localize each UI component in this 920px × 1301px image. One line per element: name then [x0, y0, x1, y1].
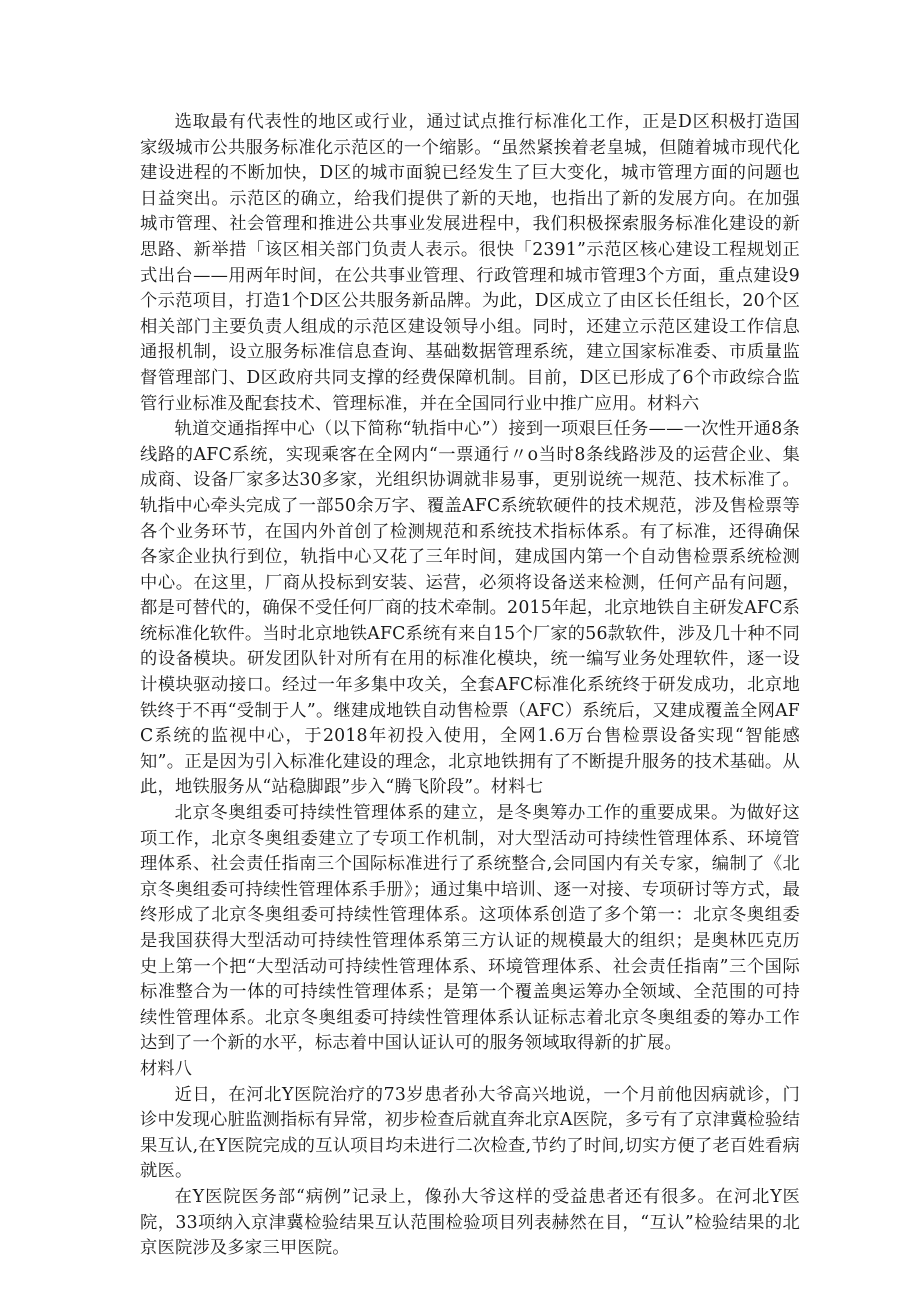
document-page	[140, 110, 800, 1262]
paragraph-material-8-part-2: 在Y医院医务部“病例”记录上，像孙大爷这样的受益患者还有很多。在河北Y医院，33项纳入京津冀检验结果互认范围检验项目列表赫然在目，“互认”检验结果的北京医院涉及多家三甲医院。	[140, 1186, 800, 1259]
paragraph-material-8-part-1: 近日，在河北Y医院治疗的73岁患者孙大爷高兴地说，一个月前他因病就诊，门诊中发现心脏监测指标有异常，初步检查后就直奔北京A医院，多亏有了京津冀检验结果互认,在Y医院完成的互认项目均未进行二次检查,节约了时间,切实方便了老百姓看病就医。	[140, 1084, 800, 1182]
heading-material-8: 材料八	[140, 1058, 192, 1079]
paragraph-material-7: 北京冬奥组委可持续性管理体系的建立，是冬奥筹办工作的重要成果。为做好这项工作，北京冬奥组委建立了专项工作机制，对大型活动可持续性管理体系、环境管理体系、社会责任指南三个国际标准进行了系统整合,会同国内有关专家，编制了《北京冬奥组委可持续性管理体系手册》；通过集中培训、逐一对接、专项研讨等方式，最终形成了北京冬奥组委可持续性管理体系。这项体系创造了多个第一：北京冬奥组委是我国获得大型活动可持续性管理体系第三方认证的规模最大的组织；是奥林匹克历史上第一个把“大型活动可持续性管理体系、环境管理体系、社会责任指南”三个国际标准整合为一体的可持续性管理体系；是第一个覆盖奥运筹办全领域、全范围的可持续性管理体系。北京冬奥组委可持续性管理体系认证标志着北京冬奥组委的筹办工作达到了一个新的水平，标志着中国认证认可的服务领域取得新的扩展。	[140, 803, 800, 1054]
paragraph-material-6: 轨道交通指挥中心（以下简称“轨指中心”）接到一项艰巨任务——一次性开通8条线路的AFC系统，实现乘客在全网内“一票通行〃o当时8条线路涉及的运营企业、集成商、设备厂家多达30多家，光组织协调就非易事，更别说统一规范、技术标准了。轨指中心牵头完成了一部50余万字、覆盖AFC系统软硬件的技术规范，涉及售检票等各个业务环节，在国内外首创了检测规范和系统技术指标体系。有了标准，还得确保各家企业执行到位，轨指中心又花了三年时间，建成国内第一个自动售检票系统检测中心。在这里，厂商从投标到安装、运营，必须将设备送来检测，任何产品有问题，都是可替代的，确保不受任何厂商的技术牵制。2015年起，北京地铁自主研发AFC系统标准化软件。当时北京地铁AFC系统有来自15个厂家的56款软件，涉及几十种不同的设备模块。研发团队针对所有在用的标准化模块，统一编写业务处理软件，逐一设计模块驱动接口。经过一年多集中攻关，全套AFC标准化系统终于研发成功，北京地铁终于不再“受制于人”。继建成地铁自动售检票（AFC）系统后，又建成覆盖全网AFC系统的监视中心，于2018年初投入使用，全网1.6万台售检票设备实现“智能感知”。正是因为引入标准化建设的理念，北京地铁拥有了不断提升服务的技术基础。从此，地铁服务从“站稳脚跟”步入“腾飞阶段”。材料七	[140, 419, 800, 798]
paragraph-material-5: 选取最有代表性的地区或行业，通过试点推行标准化工作，正是D区积极打造国家级城市公共服务标准化示范区的一个缩影。“虽然紧挨着老皇城，但随着城市现代化建设进程的不断加快，D区的城市面貌已经发生了巨大变化，城市管理方面的问题也日益突出。示范区的确立，给我们提供了新的天地，也指出了新的发展方向。在加强城市管理、社会管理和推进公共事业发展进程中，我们积极探索服务标准化建设的新思路、新举措「该区相关部门负责人表示。很快「2391”示范区核心建设工程规划正式出台——用两年时间，在公共事业管理、行政管理和城市管理3个方面，重点建设9个示范项目，打造1个D区公共服务新品牌。为此，D区成立了由区长任组长，20个区相关部门主要负责人组成的示范区建设领导小组。同时，还建立示范区建设工作信息通报机制，设立服务标准信息查询、基础数据管理系统，建立国家标准委、市质量监督管理部门、D区政府共同支撑的经费保障机制。目前，D区已形成了6个市政综合监管行业标准及配套技术、管理标准，并在全国同行业中推广应用。材料六	[140, 112, 800, 414]
